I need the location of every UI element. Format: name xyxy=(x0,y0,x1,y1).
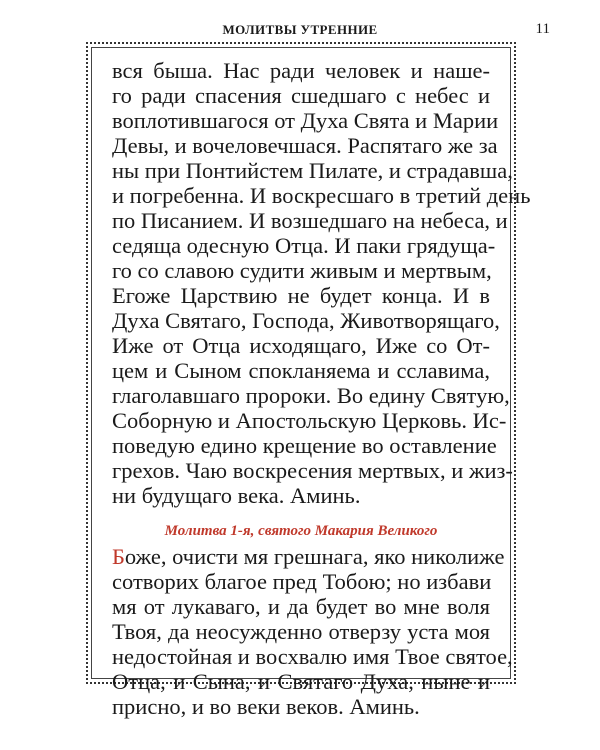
text-line: грехов. Чаю воскресения мертвых, и жиз- xyxy=(112,458,513,483)
text-line: вся быша. Нас ради человек и наше- xyxy=(112,58,490,83)
text-line: Егоже Царствию не будет конца. И в xyxy=(112,283,490,308)
page-number: 11 xyxy=(535,21,550,37)
creed-text xyxy=(112,58,531,508)
text-line: Отца, и Сына, и Святаго Духа, ныне и xyxy=(112,669,490,694)
text-line: присно, и во веки веков. Аминь. xyxy=(112,694,420,719)
text-line: поведую едино крещение во оставление xyxy=(112,433,497,458)
text-line: Твоя, да неосужденно отверзу уста моя xyxy=(112,619,490,644)
text-line: цем и Сыном спокланяема и сславима, xyxy=(112,358,490,383)
text-line: воплотившагося от Духа Свята и Марии xyxy=(112,108,499,133)
text-line: мя от лукаваго, и да будет во мне воля xyxy=(112,594,490,619)
text-line: го со славою судити живым и мертвым, xyxy=(112,258,492,283)
running-header-title: МОЛИТВЫ УТРЕННИЕ xyxy=(222,22,378,37)
text-line: Боже, очисти мя грешнага, яко николиже xyxy=(112,544,505,569)
drop-capital: Б xyxy=(112,544,125,569)
text-line: и погребенна. И воскресшаго в третий день xyxy=(112,183,531,208)
text-line: Иже от Отца исходящаго, Иже со От- xyxy=(112,333,490,358)
text-line: Девы, и вочеловечшася. Распятаго же за xyxy=(112,133,498,158)
section-gap xyxy=(112,508,490,520)
page-body xyxy=(112,58,531,719)
prayer-text xyxy=(112,544,513,719)
text-line: Соборную и Апостольскую Церковь. Ис- xyxy=(112,408,507,433)
prayer-heading: Молитва 1-я, святого Макария Великого xyxy=(164,523,438,539)
text-line: глаголавшаго пророки. Во едину Святую, xyxy=(112,383,510,408)
text-line: ни будущаго века. Аминь. xyxy=(112,483,361,508)
text-line: по Писанием. И возшедшаго на небеса, и xyxy=(112,208,508,233)
text-line: сотворих благое пред Тобою; но избави xyxy=(112,569,492,594)
text-line: го ради спасения сшедшаго с небес и xyxy=(112,83,490,108)
text-line: седяща одесную Отца. И паки грядуща- xyxy=(112,233,496,258)
text-line: Духа Святаго, Господа, Животворящаго, xyxy=(112,308,500,333)
text-line: ны при Понтийстем Пилате, и страдавша, xyxy=(112,158,513,183)
text-line: недостойная и восхвалю имя Твое святое, xyxy=(112,644,513,669)
